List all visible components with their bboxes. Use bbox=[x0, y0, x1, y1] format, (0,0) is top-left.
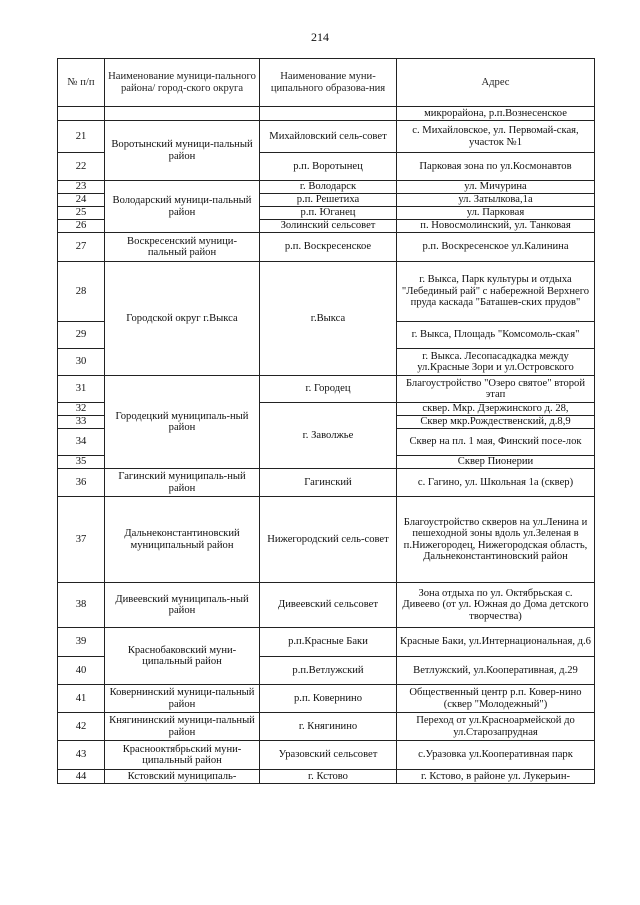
cell-address: г. Выкса, Парк культуры и отдыха "Лебединый рай" с набережной Верхнего пруда каскада "Баташев-ских прудов" bbox=[397, 262, 595, 322]
cell-entity: р.п. Ковернино bbox=[260, 685, 397, 713]
cell-district: Краснооктябрьский муни-ципальный район bbox=[105, 741, 260, 770]
cell-number: 40 bbox=[58, 657, 105, 685]
cell-number: 22 bbox=[58, 153, 105, 181]
cell-address: сквер. Мкр. Дзержинского д. 28, bbox=[397, 403, 595, 416]
header-entity: Наименование муни-ципального образова-ния bbox=[260, 59, 397, 107]
cell-number: 21 bbox=[58, 121, 105, 153]
cell-district: Городецкий муниципаль-ный район bbox=[105, 376, 260, 469]
cell-district: Городской округ г.Выкса bbox=[105, 262, 260, 376]
cell-address: Сквер Пионерии bbox=[397, 456, 595, 469]
cell-district: Краснобаковский муни-ципальный район bbox=[105, 628, 260, 685]
cell-address: с. Гагино, ул. Школьная 1а (сквер) bbox=[397, 469, 595, 497]
cell-district: Дивеевский муниципаль-ный район bbox=[105, 583, 260, 628]
cell-district: Княгининский муници-пальный район bbox=[105, 713, 260, 741]
table-row bbox=[58, 713, 595, 741]
cell-number: 41 bbox=[58, 685, 105, 713]
cell-address: Благоустройство скверов на ул.Ленина и пешеходной зоны вдоль ул.Зеленая в п.Нижегородец, Нижегородская область, Дальнеконстантиновский район bbox=[397, 497, 595, 583]
cell-district: Гагинский муниципаль-ный район bbox=[105, 469, 260, 497]
table-row bbox=[58, 628, 595, 657]
header-address: Адрес bbox=[397, 59, 595, 107]
table-row bbox=[58, 741, 595, 770]
cell-entity: Нижегородский сель-совет bbox=[260, 497, 397, 583]
table-row bbox=[58, 233, 595, 262]
cell-number: 23 bbox=[58, 181, 105, 194]
cell-address: г. Выкса, Площадь "Комсомоль-ская" bbox=[397, 322, 595, 349]
cell-entity: г. Кстово bbox=[260, 770, 397, 784]
table-row bbox=[58, 770, 595, 784]
cell-address: п. Новосмолинский, ул. Танковая bbox=[397, 220, 595, 233]
cell-district bbox=[105, 107, 260, 121]
cell-entity: г. Володарск bbox=[260, 181, 397, 194]
table-row bbox=[58, 685, 595, 713]
cell-number: 35 bbox=[58, 456, 105, 469]
cell-entity: Гагинский bbox=[260, 469, 397, 497]
cell-entity: р.п. Юганец bbox=[260, 207, 397, 220]
cell-address: г. Кстово, в районе ул. Лукерьин- bbox=[397, 770, 595, 784]
cell-entity: г. Городец bbox=[260, 376, 397, 403]
cell-number: 28 bbox=[58, 262, 105, 322]
cell-address: с. Михайловское, ул. Первомай-ская, участок №1 bbox=[397, 121, 595, 153]
table-row bbox=[58, 376, 595, 403]
cell-number: 25 bbox=[58, 207, 105, 220]
cell-number: 29 bbox=[58, 322, 105, 349]
cell-entity: г. Княгинино bbox=[260, 713, 397, 741]
cell-district: Володарский муници-пальный район bbox=[105, 181, 260, 233]
cell-address: ул. Мичурина bbox=[397, 181, 595, 194]
cell-entity bbox=[260, 107, 397, 121]
cell-address: г. Выкса. Лесопасадкадка между ул.Красные Зори и ул.Островского bbox=[397, 349, 595, 376]
cell-entity: р.п. Воскресенское bbox=[260, 233, 397, 262]
cell-address: с.Уразовка ул.Кооперативная парк bbox=[397, 741, 595, 770]
cell-number: 32 bbox=[58, 403, 105, 416]
table-row bbox=[58, 262, 595, 322]
cell-number: 39 bbox=[58, 628, 105, 657]
cell-number: 27 bbox=[58, 233, 105, 262]
cell-entity: р.п.Ветлужский bbox=[260, 657, 397, 685]
table-header-row bbox=[58, 59, 595, 107]
cell-entity: Михайловский сель-совет bbox=[260, 121, 397, 153]
cell-district: Воротынский муници-пальный район bbox=[105, 121, 260, 181]
address-table bbox=[57, 58, 595, 784]
header-number: № п/п bbox=[58, 59, 105, 107]
table-row bbox=[58, 469, 595, 497]
cell-number: 26 bbox=[58, 220, 105, 233]
cell-district: Воскресенский муници-пальный район bbox=[105, 233, 260, 262]
cell-entity: Уразовский сельсовет bbox=[260, 741, 397, 770]
cell-address: Красные Баки, ул.Интернациональная, д.6 bbox=[397, 628, 595, 657]
table-row bbox=[58, 121, 595, 153]
cell-number: 31 bbox=[58, 376, 105, 403]
page-number: 214 bbox=[311, 30, 329, 44]
table-row bbox=[58, 497, 595, 583]
cell-number: 24 bbox=[58, 194, 105, 207]
cell-number: 34 bbox=[58, 429, 105, 456]
cell-number: 42 bbox=[58, 713, 105, 741]
table-row-continuation bbox=[58, 107, 595, 121]
cell-address: Переход от ул.Красноармейской до ул.Старозапрудная bbox=[397, 713, 595, 741]
cell-district: Ковернинский муници-пальный район bbox=[105, 685, 260, 713]
cell-entity: г. Заволжье bbox=[260, 403, 397, 469]
cell-address: микрорайона, р.п.Вознесенское bbox=[397, 107, 595, 121]
header-district: Наименование муници-пального района/ город-ского округа bbox=[105, 59, 260, 107]
cell-entity: Дивеевский сельсовет bbox=[260, 583, 397, 628]
cell-address: ул. Затылкова,1а bbox=[397, 194, 595, 207]
cell-number bbox=[58, 107, 105, 121]
cell-entity: р.п. Воротынец bbox=[260, 153, 397, 181]
cell-address: Сквер мкр.Рождественский, д.8,9 bbox=[397, 416, 595, 429]
cell-address: Зона отдыха по ул. Октябрьская с. Дивеево (от ул. Южная до Дома детского творчества) bbox=[397, 583, 595, 628]
cell-district: Дальнеконстантиновский муниципальный район bbox=[105, 497, 260, 583]
cell-address: Ветлужский, ул.Кооперативная, д.29 bbox=[397, 657, 595, 685]
cell-entity: г.Выкса bbox=[260, 262, 397, 376]
table-row bbox=[58, 181, 595, 194]
cell-address: Парковая зона по ул.Космонавтов bbox=[397, 153, 595, 181]
cell-number: 43 bbox=[58, 741, 105, 770]
cell-address: ул. Парковая bbox=[397, 207, 595, 220]
cell-entity: р.п. Решетиха bbox=[260, 194, 397, 207]
cell-entity: р.п.Красные Баки bbox=[260, 628, 397, 657]
cell-entity: Золинский сельсовет bbox=[260, 220, 397, 233]
cell-number: 38 bbox=[58, 583, 105, 628]
cell-number: 33 bbox=[58, 416, 105, 429]
cell-address: р.п. Воскресенское ул.Калинина bbox=[397, 233, 595, 262]
table-row bbox=[58, 583, 595, 628]
cell-address: Благоустройство "Озеро святое" второй этап bbox=[397, 376, 595, 403]
cell-district: Кстовский муниципаль- bbox=[105, 770, 260, 784]
cell-number: 37 bbox=[58, 497, 105, 583]
cell-number: 44 bbox=[58, 770, 105, 784]
cell-address: Сквер на пл. 1 мая, Финский посе-лок bbox=[397, 429, 595, 456]
cell-address: Общественный центр р.п. Ковер-нино (сквер "Молодежный") bbox=[397, 685, 595, 713]
cell-number: 30 bbox=[58, 349, 105, 376]
cell-number: 36 bbox=[58, 469, 105, 497]
